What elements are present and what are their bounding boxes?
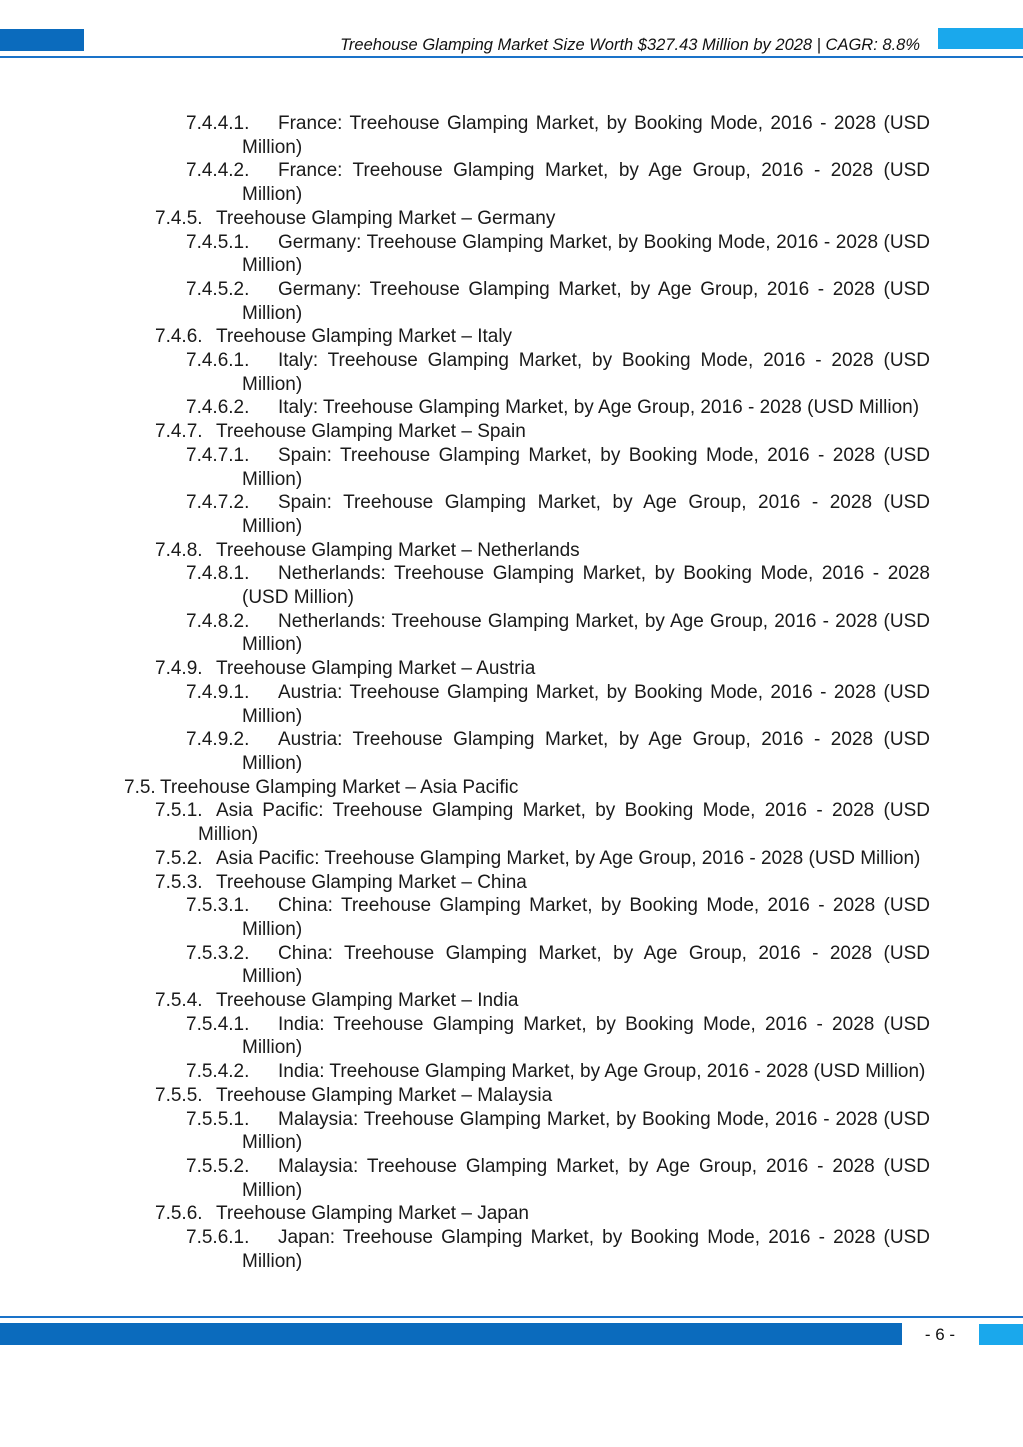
- toc-entry[interactable]: [0, 942, 1023, 989]
- toc-entry-number: 7.5.5.1.: [186, 1108, 250, 1130]
- toc-entry[interactable]: [0, 491, 1023, 538]
- toc-entry[interactable]: [0, 799, 1023, 846]
- toc-entry-title: Netherlands: Treehouse Glamping Market, by Age Group, 2016 - 2028 (USD Million): [242, 610, 930, 656]
- page-number: - 6 -: [924, 1325, 956, 1344]
- toc-entry[interactable]: [0, 444, 1023, 491]
- toc-entry-title: France: Treehouse Glamping Market, by Booking Mode, 2016 - 2028 (USD Million): [242, 113, 930, 158]
- toc-entry-number: 7.5.1.: [155, 800, 203, 822]
- toc-entry[interactable]: [0, 159, 1023, 206]
- header-rule: [0, 56, 1023, 58]
- toc-entry-title: France: Treehouse Glamping Market, by Age Group, 2016 - 2028 (USD Million): [242, 160, 930, 206]
- toc-entry[interactable]: [0, 1060, 1023, 1084]
- toc-entry-title: Asia Pacific: Treehouse Glamping Market, by Age Group, 2016 - 2028 (USD Million): [216, 847, 921, 869]
- toc-entry[interactable]: [0, 278, 1023, 325]
- toc-entry[interactable]: [0, 610, 1023, 657]
- toc-entry[interactable]: [0, 1226, 1023, 1273]
- toc-entry-title: Asia Pacific: Treehouse Glamping Market, by Booking Mode, 2016 - 2028 (USD Million): [198, 800, 930, 846]
- toc-entry-number: 7.4.8.2.: [186, 610, 250, 632]
- toc-entry-number: 7.5.3.2.: [186, 942, 250, 964]
- toc-entry-number: 7.4.6.2.: [186, 397, 250, 419]
- toc-entry-title: Germany: Treehouse Glamping Market, by Age Group, 2016 - 2028 (USD Million): [242, 278, 930, 324]
- header-decoration-right: [938, 28, 1023, 49]
- toc-entry-number: 7.4.8.: [155, 539, 203, 561]
- toc-entry-title: Spain: Treehouse Glamping Market, by Booking Mode, 2016 - 2028 (USD Million): [242, 444, 930, 490]
- toc-entry-title: India: Treehouse Glamping Market, by Age Group, 2016 - 2028 (USD Million): [278, 1061, 926, 1083]
- toc-entry-title: Malaysia: Treehouse Glamping Market, by Age Group, 2016 - 2028 (USD Million): [242, 1155, 930, 1201]
- toc-entry-number: 7.4.6.: [155, 326, 203, 348]
- toc-entry[interactable]: [0, 1013, 1023, 1060]
- toc-entry-number: 7.5.6.: [155, 1203, 203, 1225]
- toc-entry-title: Treehouse Glamping Market – Austria: [216, 658, 536, 680]
- toc-entry-title: Germany: Treehouse Glamping Market, by Booking Mode, 2016 - 2028 (USD Million): [242, 231, 930, 277]
- toc-entry-number: 7.5.5.: [155, 1084, 203, 1106]
- toc-entry-number: 7.4.7.: [155, 421, 203, 443]
- footer-bar: [0, 1323, 902, 1345]
- toc-entry-title: Italy: Treehouse Glamping Market, by Booking Mode, 2016 - 2028 (USD Million): [242, 350, 930, 395]
- toc-entry[interactable]: [0, 871, 1023, 895]
- toc-entry[interactable]: [0, 349, 1023, 396]
- toc-entry-number: 7.5.3.: [155, 871, 203, 893]
- toc-entry[interactable]: [0, 1084, 1023, 1108]
- toc-entry-number: 7.4.5.1.: [186, 231, 250, 253]
- toc-entry-number: 7.4.9.2.: [186, 729, 250, 751]
- toc-entry[interactable]: [0, 989, 1023, 1013]
- toc-entry-title: Austria: Treehouse Glamping Market, by Age Group, 2016 - 2028 (USD Million): [242, 729, 930, 774]
- toc-entry[interactable]: [0, 847, 1023, 871]
- table-of-contents: [0, 112, 1023, 1273]
- toc-entry[interactable]: [0, 728, 1023, 775]
- toc-entry-number: 7.4.9.: [155, 658, 203, 680]
- toc-entry-number: 7.5.4.: [155, 990, 203, 1012]
- toc-entry-number: 7.4.9.1.: [186, 681, 250, 703]
- toc-entry-number: 7.5.4.2.: [186, 1061, 250, 1083]
- toc-entry[interactable]: [0, 112, 1023, 159]
- toc-entry-title: Austria: Treehouse Glamping Market, by Booking Mode, 2016 - 2028 (USD Million): [242, 681, 930, 727]
- toc-entry-number: 7.5.6.1.: [186, 1227, 250, 1249]
- toc-entry[interactable]: [0, 1155, 1023, 1202]
- toc-entry[interactable]: [0, 207, 1023, 231]
- toc-entry-number: 7.4.8.1.: [186, 563, 250, 585]
- toc-entry[interactable]: [0, 231, 1023, 278]
- toc-entry[interactable]: [0, 1202, 1023, 1226]
- toc-entry-title: China: Treehouse Glamping Market, by Booking Mode, 2016 - 2028 (USD Million): [242, 895, 930, 940]
- toc-entry[interactable]: [0, 776, 1023, 800]
- toc-entry-number: 7.4.5.2.: [186, 278, 250, 300]
- toc-entry-title: Treehouse Glamping Market – Germany: [216, 207, 556, 229]
- toc-entry-number: 7.4.5.: [155, 207, 203, 229]
- toc-entry-number: 7.4.4.1.: [186, 113, 250, 134]
- toc-entry[interactable]: [0, 396, 1023, 420]
- toc-entry[interactable]: [0, 1108, 1023, 1155]
- toc-entry-title: Japan: Treehouse Glamping Market, by Booking Mode, 2016 - 2028 (USD Million): [242, 1227, 930, 1272]
- footer-decoration-right: [979, 1324, 1023, 1345]
- header-decoration-left: [0, 29, 84, 51]
- toc-entry-number: 7.5.4.1.: [186, 1013, 250, 1035]
- toc-entry-title: Italy: Treehouse Glamping Market, by Age Group, 2016 - 2028 (USD Million): [278, 397, 920, 419]
- toc-entry-title: Netherlands: Treehouse Glamping Market, by Booking Mode, 2016 - 2028 (USD Million): [242, 563, 930, 609]
- toc-entry-number: 7.4.7.2.: [186, 492, 250, 514]
- toc-entry-title: Treehouse Glamping Market – Italy: [216, 326, 513, 348]
- toc-entry-title: Treehouse Glamping Market – China: [216, 871, 527, 893]
- toc-entry[interactable]: [0, 657, 1023, 681]
- toc-entry[interactable]: [0, 681, 1023, 728]
- toc-entry[interactable]: [0, 420, 1023, 444]
- toc-entry-number: 7.5.: [124, 776, 156, 798]
- toc-entry-number: 7.5.2.: [155, 847, 203, 869]
- toc-entry-number: 7.5.3.1.: [186, 895, 250, 917]
- toc-entry-title: Treehouse Glamping Market – Spain: [216, 421, 526, 443]
- toc-entry-title: Treehouse Glamping Market – Japan: [216, 1203, 529, 1225]
- toc-entry-title: Treehouse Glamping Market – Malaysia: [216, 1084, 553, 1106]
- toc-entry[interactable]: [0, 325, 1023, 349]
- header-title: Treehouse Glamping Market Size Worth $327.43 Million by 2028 | CAGR: 8.8%: [340, 36, 920, 54]
- toc-entry-number: 7.5.5.2.: [186, 1155, 250, 1177]
- toc-entry[interactable]: [0, 562, 1023, 609]
- toc-entry-title: China: Treehouse Glamping Market, by Age Group, 2016 - 2028 (USD Million): [242, 942, 930, 988]
- toc-entry-title: Malaysia: Treehouse Glamping Market, by Booking Mode, 2016 - 2028 (USD Million): [242, 1108, 930, 1154]
- toc-entry-title: Treehouse Glamping Market – Netherlands: [216, 539, 580, 561]
- toc-entry-number: 7.4.6.1.: [186, 350, 250, 372]
- toc-entry-title: Treehouse Glamping Market – Asia Pacific: [160, 776, 519, 798]
- toc-entry-number: 7.4.4.2.: [186, 160, 250, 182]
- toc-entry-title: India: Treehouse Glamping Market, by Booking Mode, 2016 - 2028 (USD Million): [242, 1013, 930, 1059]
- toc-entry[interactable]: [0, 539, 1023, 563]
- toc-entry-title: Spain: Treehouse Glamping Market, by Age Group, 2016 - 2028 (USD Million): [242, 492, 930, 537]
- footer-rule: [0, 1316, 1023, 1318]
- toc-entry-title: Treehouse Glamping Market – India: [216, 990, 519, 1012]
- toc-entry[interactable]: [0, 894, 1023, 941]
- toc-entry-number: 7.4.7.1.: [186, 444, 250, 466]
